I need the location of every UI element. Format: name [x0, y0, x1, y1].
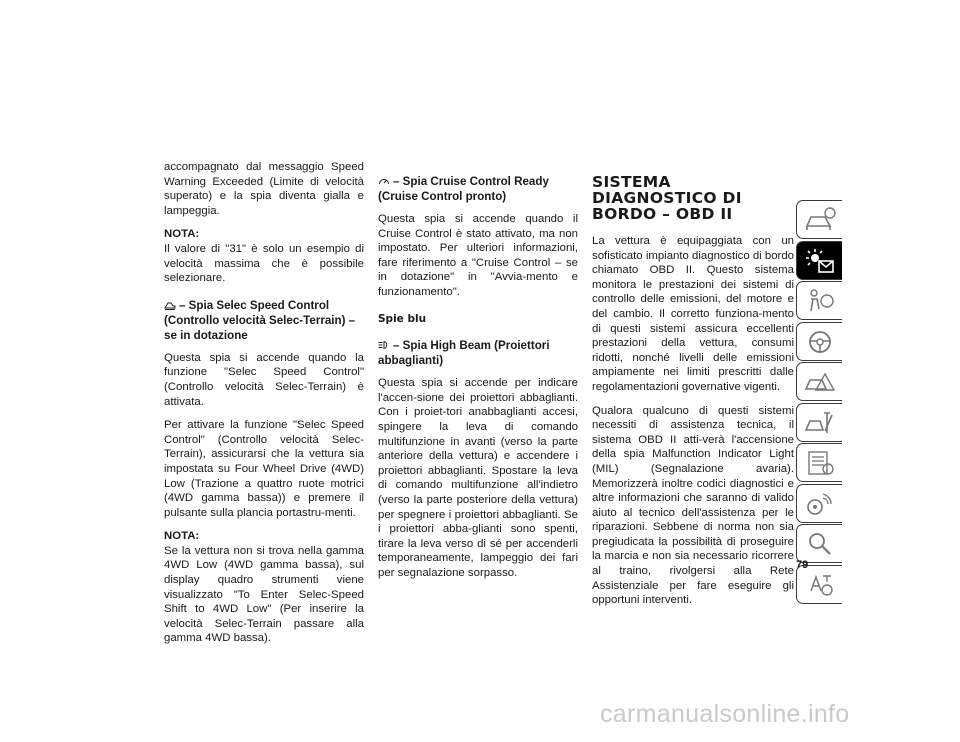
- tab-safety[interactable]: [796, 281, 842, 320]
- selec-speed-heading: [164, 298, 364, 343]
- tab-index[interactable]: [796, 524, 842, 563]
- middle-column: [378, 160, 578, 589]
- left-column: [164, 160, 364, 655]
- obd-section-title: [592, 174, 794, 222]
- index-search-icon: [803, 530, 837, 558]
- tab-in-case-of-emergency[interactable]: [796, 362, 842, 401]
- selec-speed-icon: [164, 300, 176, 310]
- specifications-icon: [803, 449, 837, 477]
- service-tools-icon: [803, 409, 837, 437]
- multimedia-icon: [803, 490, 837, 518]
- tab-servicing-maintenance[interactable]: [796, 403, 842, 442]
- selec-speed-paragraph-2: Per attivare la funzione "Selec Speed Control" (Controllo velocità Selec-Terrain), assicurarsi che la vettura sia impostata su Four Wheel Drive (4WD) Low (Trazione a quattro ruote motrici (4WD gamma bassa)) e premere il pulsante sulla plancia portastru-menti.: [164, 419, 364, 519]
- high-beam-heading-text: – Spia High Beam (Proiettori abbaglianti): [378, 339, 550, 368]
- note-2: [164, 529, 364, 646]
- tab-getting-to-know-vehicle[interactable]: [796, 200, 842, 239]
- chapter-tabs: [796, 200, 842, 605]
- note-2-label: NOTA:: [164, 530, 200, 543]
- page-number: 79: [796, 559, 809, 571]
- dashboard-warning-icon: [803, 247, 837, 275]
- speedometer-icon: [378, 176, 390, 186]
- language-index-icon: [803, 571, 837, 599]
- car-info-icon: [803, 206, 837, 234]
- obd-paragraph-2: Qualora qualcuno di questi sistemi necessiti di assistenza tecnica, il sistema OBD II atti-verà l'accensione della spia Malfunction Indicator Light (MIL) (Segnalazione avaria). Memorizzerà inoltre codici diagnostici e altre informazioni che saranno di valido aiuto al tecnico dell'assistenza per le riparazioni. Sebbene di norma non sia pregiudicata la possibilità di proseguire la marcia e non sia necessario ricorrere al traino, rivolgersi alla Rete Assistenziale per fare eseguire gli opportuni interventi.: [592, 404, 794, 607]
- obd-paragraph-1: La vettura è equipaggiata con un sofisticato impianto diagnostico di bordo chiamato OBD II. Questo sistema monitora le prestazioni dei sistemi di controllo delle emissioni, del motore e del cambio. Il corretto funziona-mento di questi sistemi assicura eccellenti prestazioni della vettura, consumi ridotti, nonché livelli delle emissioni ampiamente nei limiti prescritti dalle regolamentazioni governative vigenti.: [592, 235, 794, 393]
- high-beam-paragraph: Questa spia si accende per indicare l'accen-sione dei proiettori abbaglianti. Con i proiet-tori anabbaglianti accesi, spingere la leva di comando multifunzione in avanti (verso la parte anteriore della vettura) e accendere i proiettori abbaglianti. Spostare la leva di comando multifunzione all'indietro (verso la parte posteriore della vettura) per spegnere i proiettori abbaglianti. Se i proiettori abba-glianti sono spenti, tirare la leva verso di sé per accenderli temporaneamente, lampeggio dei fari per segnalazione sorpasso.: [378, 377, 578, 579]
- tab-instrument-panel[interactable]: [796, 241, 842, 280]
- intro-paragraph: accompagnato dal messaggio Speed Warning Exceeded (Limite di velocità superato) e la spia diventa gialla e lampeggia.: [164, 161, 364, 217]
- tab-multimedia[interactable]: [796, 484, 842, 523]
- steering-wheel-icon: [803, 328, 837, 356]
- cruise-control-heading: [378, 174, 578, 204]
- selec-speed-heading-text: – Spia Selec Speed Control (Controllo velocità Selec-Terrain) – se in dotazione: [164, 298, 356, 342]
- cruise-control-paragraph: Questa spia si accende quando il Cruise Control è stato attivato, ma non impostato. Per ulteriori informazioni, fare riferimento a "Cruise Control – se in dotazione" in "Avvia-mento e funzionamento".: [378, 213, 578, 298]
- watermark: carmanualsonline.info: [600, 700, 850, 728]
- roadside-emergency-icon: [803, 368, 837, 396]
- note-2-text: Se la vettura non si trova nella gamma 4WD Low (4WD gamma bassa), sul display quadro strumenti viene visualizzato "To Enter Selec-Speed Shift to 4WD Low" (Per inserire la velocità Selec-Terrain passare alla gamma 4WD bassa).: [164, 544, 364, 645]
- obd-title-line-1: SISTEMA DIAGNOSTICO DI: [592, 173, 742, 207]
- blue-lights-subheading: Spie blu: [378, 312, 427, 325]
- cruise-control-heading-text: – Spia Cruise Control Ready (Cruise Control pronto): [378, 175, 549, 203]
- airbag-safety-icon: [803, 287, 837, 315]
- tab-starting-operating[interactable]: [796, 322, 842, 361]
- right-column: [592, 160, 794, 617]
- high-beam-heading: [378, 338, 578, 368]
- selec-speed-paragraph-1: Questa spia si accende quando la funzione "Selec Speed Control" (Controllo velocità Selec-Terrain) è attivata.: [164, 351, 364, 408]
- note-1: [164, 227, 364, 285]
- note-1-label: NOTA:: [164, 228, 200, 241]
- obd-title-line-2: BORDO – OBD II: [592, 205, 733, 223]
- tab-technical-specifications[interactable]: [796, 443, 842, 482]
- note-1-text: Il valore di "31" è solo un esempio di velocità massima che è possibile selezionare.: [164, 242, 364, 285]
- high-beam-icon: [378, 340, 390, 350]
